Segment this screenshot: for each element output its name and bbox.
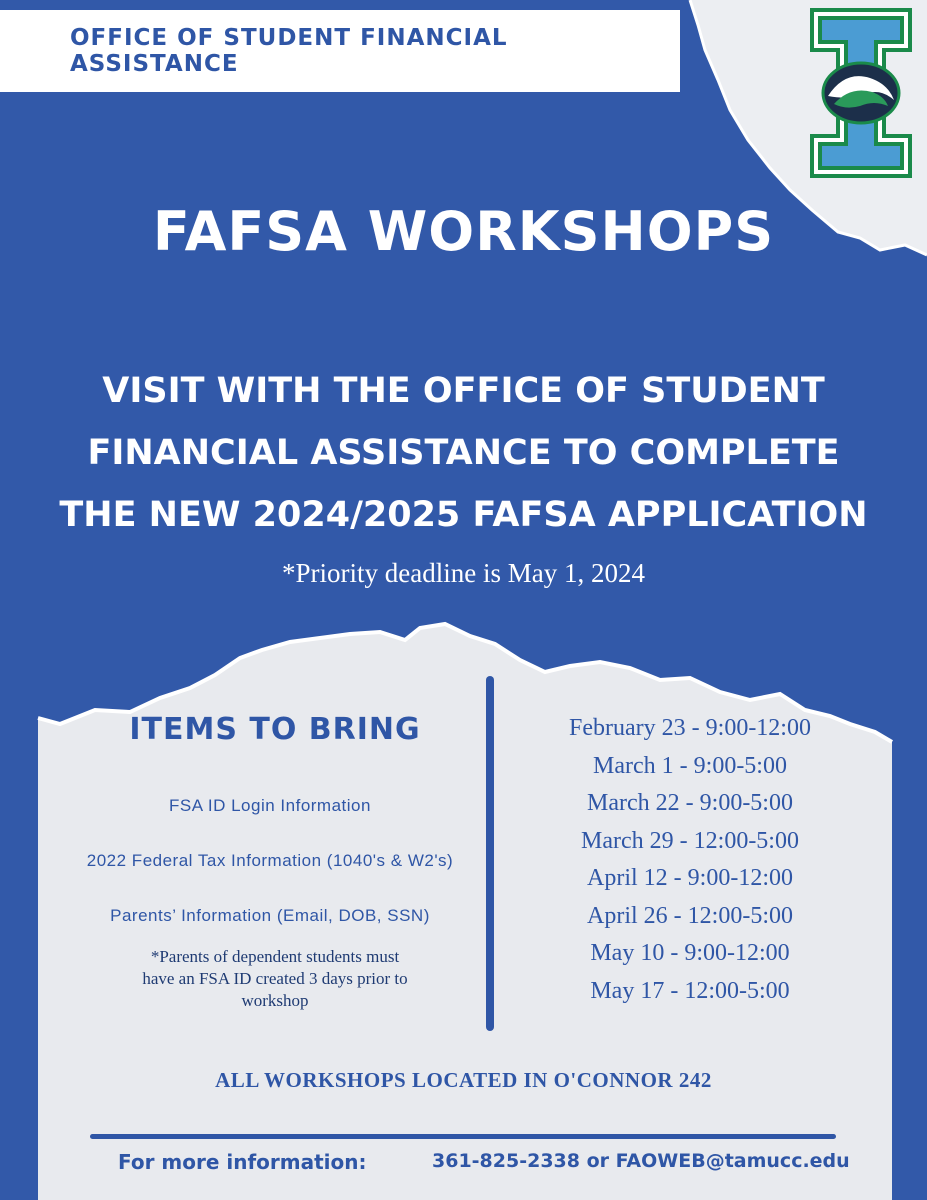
- subtitle: [40, 360, 887, 546]
- workshop-location: ALL WORKSHOPS LOCATED IN O'CONNOR 242: [215, 1068, 712, 1092]
- subtitle-line: FINANCIAL ASSISTANCE TO COMPLETE: [87, 433, 840, 473]
- schedule-item: March 22 - 9:00-5:00: [587, 790, 793, 816]
- note-line: workshop: [241, 991, 309, 1010]
- parents-note: [110, 946, 440, 1012]
- schedule-item: March 1 - 9:00-5:00: [593, 752, 787, 779]
- divider-rule: [90, 1134, 836, 1139]
- schedule-item: April 26 - 12:00-5:00: [587, 902, 793, 929]
- workshop-schedule: [540, 710, 840, 1010]
- subtitle-line: THE NEW 2024/2025 FAFSA APPLICATION: [59, 495, 868, 535]
- contact-info[interactable]: 361-825-2338 or FAOWEB@tamucc.edu: [432, 1150, 850, 1172]
- item-tax-info: 2022 Federal Tax Information (1040's & W2's): [86, 851, 454, 870]
- item-parents-info: Parents’ Information (Email, DOB, SSN): [110, 906, 430, 925]
- page-title: FAFSA WORKSHOPS: [152, 200, 775, 263]
- note-line: *Parents of dependent students must: [150, 947, 400, 966]
- university-logo-icon: [810, 8, 912, 178]
- note-line: have an FSA ID created 3 days prior to: [142, 969, 408, 988]
- schedule-item: March 29 - 12:00-5:00: [581, 827, 799, 854]
- subtitle-line: VISIT WITH THE OFFICE OF STUDENT: [102, 371, 825, 411]
- schedule-item: April 12 - 9:00-12:00: [587, 865, 793, 891]
- column-divider: [486, 676, 494, 1031]
- priority-deadline: *Priority deadline is May 1, 2024: [282, 558, 645, 588]
- items-to-bring-heading: ITEMS TO BRING: [129, 712, 421, 747]
- schedule-item: May 17 - 12:00-5:00: [590, 977, 790, 1004]
- item-fsa-id: FSA ID Login Information: [169, 796, 371, 815]
- office-name: OFFICE OF STUDENT FINANCIAL ASSISTANCE: [70, 25, 508, 77]
- contact-label: For more information:: [118, 1150, 367, 1174]
- schedule-item: May 10 - 9:00-12:00: [590, 940, 790, 966]
- schedule-item: February 23 - 9:00-12:00: [569, 715, 811, 741]
- header-banner: [0, 10, 680, 92]
